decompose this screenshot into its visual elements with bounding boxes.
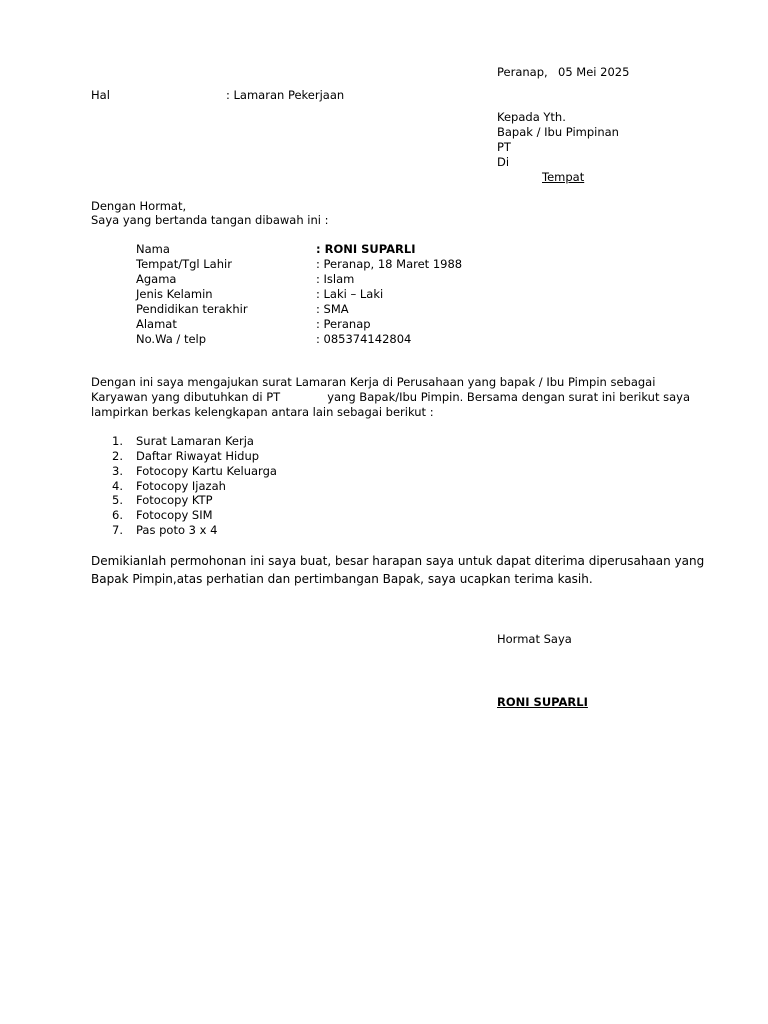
list-number: 2.	[112, 449, 123, 463]
list-text: Daftar Riwayat Hidup	[136, 449, 260, 463]
detail-value: : 085374142804	[316, 332, 412, 346]
list-text: Surat Lamaran Kerja	[136, 434, 254, 448]
detail-value: : SMA	[316, 302, 349, 316]
detail-value: : Laki – Laki	[316, 287, 384, 301]
detail-value: : Peranap	[316, 317, 371, 331]
body-line-3: lampirkan berkas kelengkapan antara lain sebagai berikut :	[91, 405, 434, 419]
body-line-2	[91, 390, 691, 405]
recipient-place: Tempat	[542, 170, 585, 184]
detail-row-phone	[136, 332, 556, 347]
list-number: 3.	[112, 464, 123, 478]
list-number: 6.	[112, 508, 123, 522]
detail-value: : RONI SUPARLI	[316, 242, 416, 256]
closing-paragraph	[91, 552, 705, 588]
list-number: 5.	[112, 493, 123, 507]
intro-statement: Saya yang bertanda tangan dibawah ini :	[91, 213, 329, 227]
detail-label: Pendidikan terakhir	[136, 302, 248, 316]
list-text: Fotocopy KTP	[136, 493, 213, 507]
detail-label: Jenis Kelamin	[136, 287, 213, 301]
list-number: 7.	[112, 523, 123, 537]
list-text: Fotocopy SIM	[136, 508, 213, 522]
recipient-line-4: Di	[497, 155, 510, 169]
detail-label: Alamat	[136, 317, 177, 331]
detail-row-name	[136, 242, 556, 257]
detail-label: Nama	[136, 242, 170, 256]
list-number: 1.	[112, 434, 123, 448]
recipient-line-2: Bapak / Ibu Pimpinan	[497, 125, 619, 139]
detail-label: Agama	[136, 272, 177, 286]
body-paragraph	[91, 375, 691, 420]
letter-city: Peranap,	[497, 65, 548, 79]
detail-label: No.Wa / telp	[136, 332, 207, 346]
list-text: Fotocopy Ijazah	[136, 479, 226, 493]
detail-row-education	[136, 302, 556, 317]
list-number: 4.	[112, 479, 123, 493]
detail-row-gender	[136, 287, 556, 302]
greeting: Dengan Hormat,	[91, 199, 187, 213]
body-line-1: Dengan ini saya mengajukan surat Lamaran Kerja di Perusahaan yang bapak / Ibu Pimpin sebagai	[91, 375, 656, 389]
recipient-line-1: Kepada Yth.	[497, 110, 566, 124]
closing-line-2: Bapak Pimpin,atas perhatian dan pertimbangan Bapak, saya ucapkan terima kasih.	[91, 572, 593, 586]
body-line-2-start: Karyawan yang dibutuhkan di PT	[91, 390, 281, 404]
letter-date: 05 Mei 2025	[558, 65, 630, 79]
signature-salutation: Hormat Saya	[497, 632, 572, 646]
detail-row-religion	[136, 272, 556, 287]
closing-line-1: Demikianlah permohonan ini saya buat, besar harapan saya untuk dapat diterima diperusahaan yang	[91, 554, 705, 568]
signature-name: RONI SUPARLI	[497, 695, 588, 709]
subject-label: Hal	[91, 88, 110, 102]
list-text: Fotocopy Kartu Keluarga	[136, 464, 277, 478]
detail-label: Tempat/Tgl Lahir	[136, 257, 232, 271]
detail-value: : Islam	[316, 272, 355, 286]
detail-row-address	[136, 317, 556, 332]
recipient-line-3: PT	[497, 140, 511, 154]
detail-value: : Peranap, 18 Maret 1988	[316, 257, 463, 271]
detail-row-birth	[136, 257, 556, 272]
subject-value: : Lamaran Pekerjaan	[226, 88, 345, 102]
body-line-2-end: yang Bapak/Ibu Pimpin. Bersama dengan surat ini berikut saya	[327, 390, 691, 404]
list-text: Pas poto 3 x 4	[136, 523, 218, 537]
